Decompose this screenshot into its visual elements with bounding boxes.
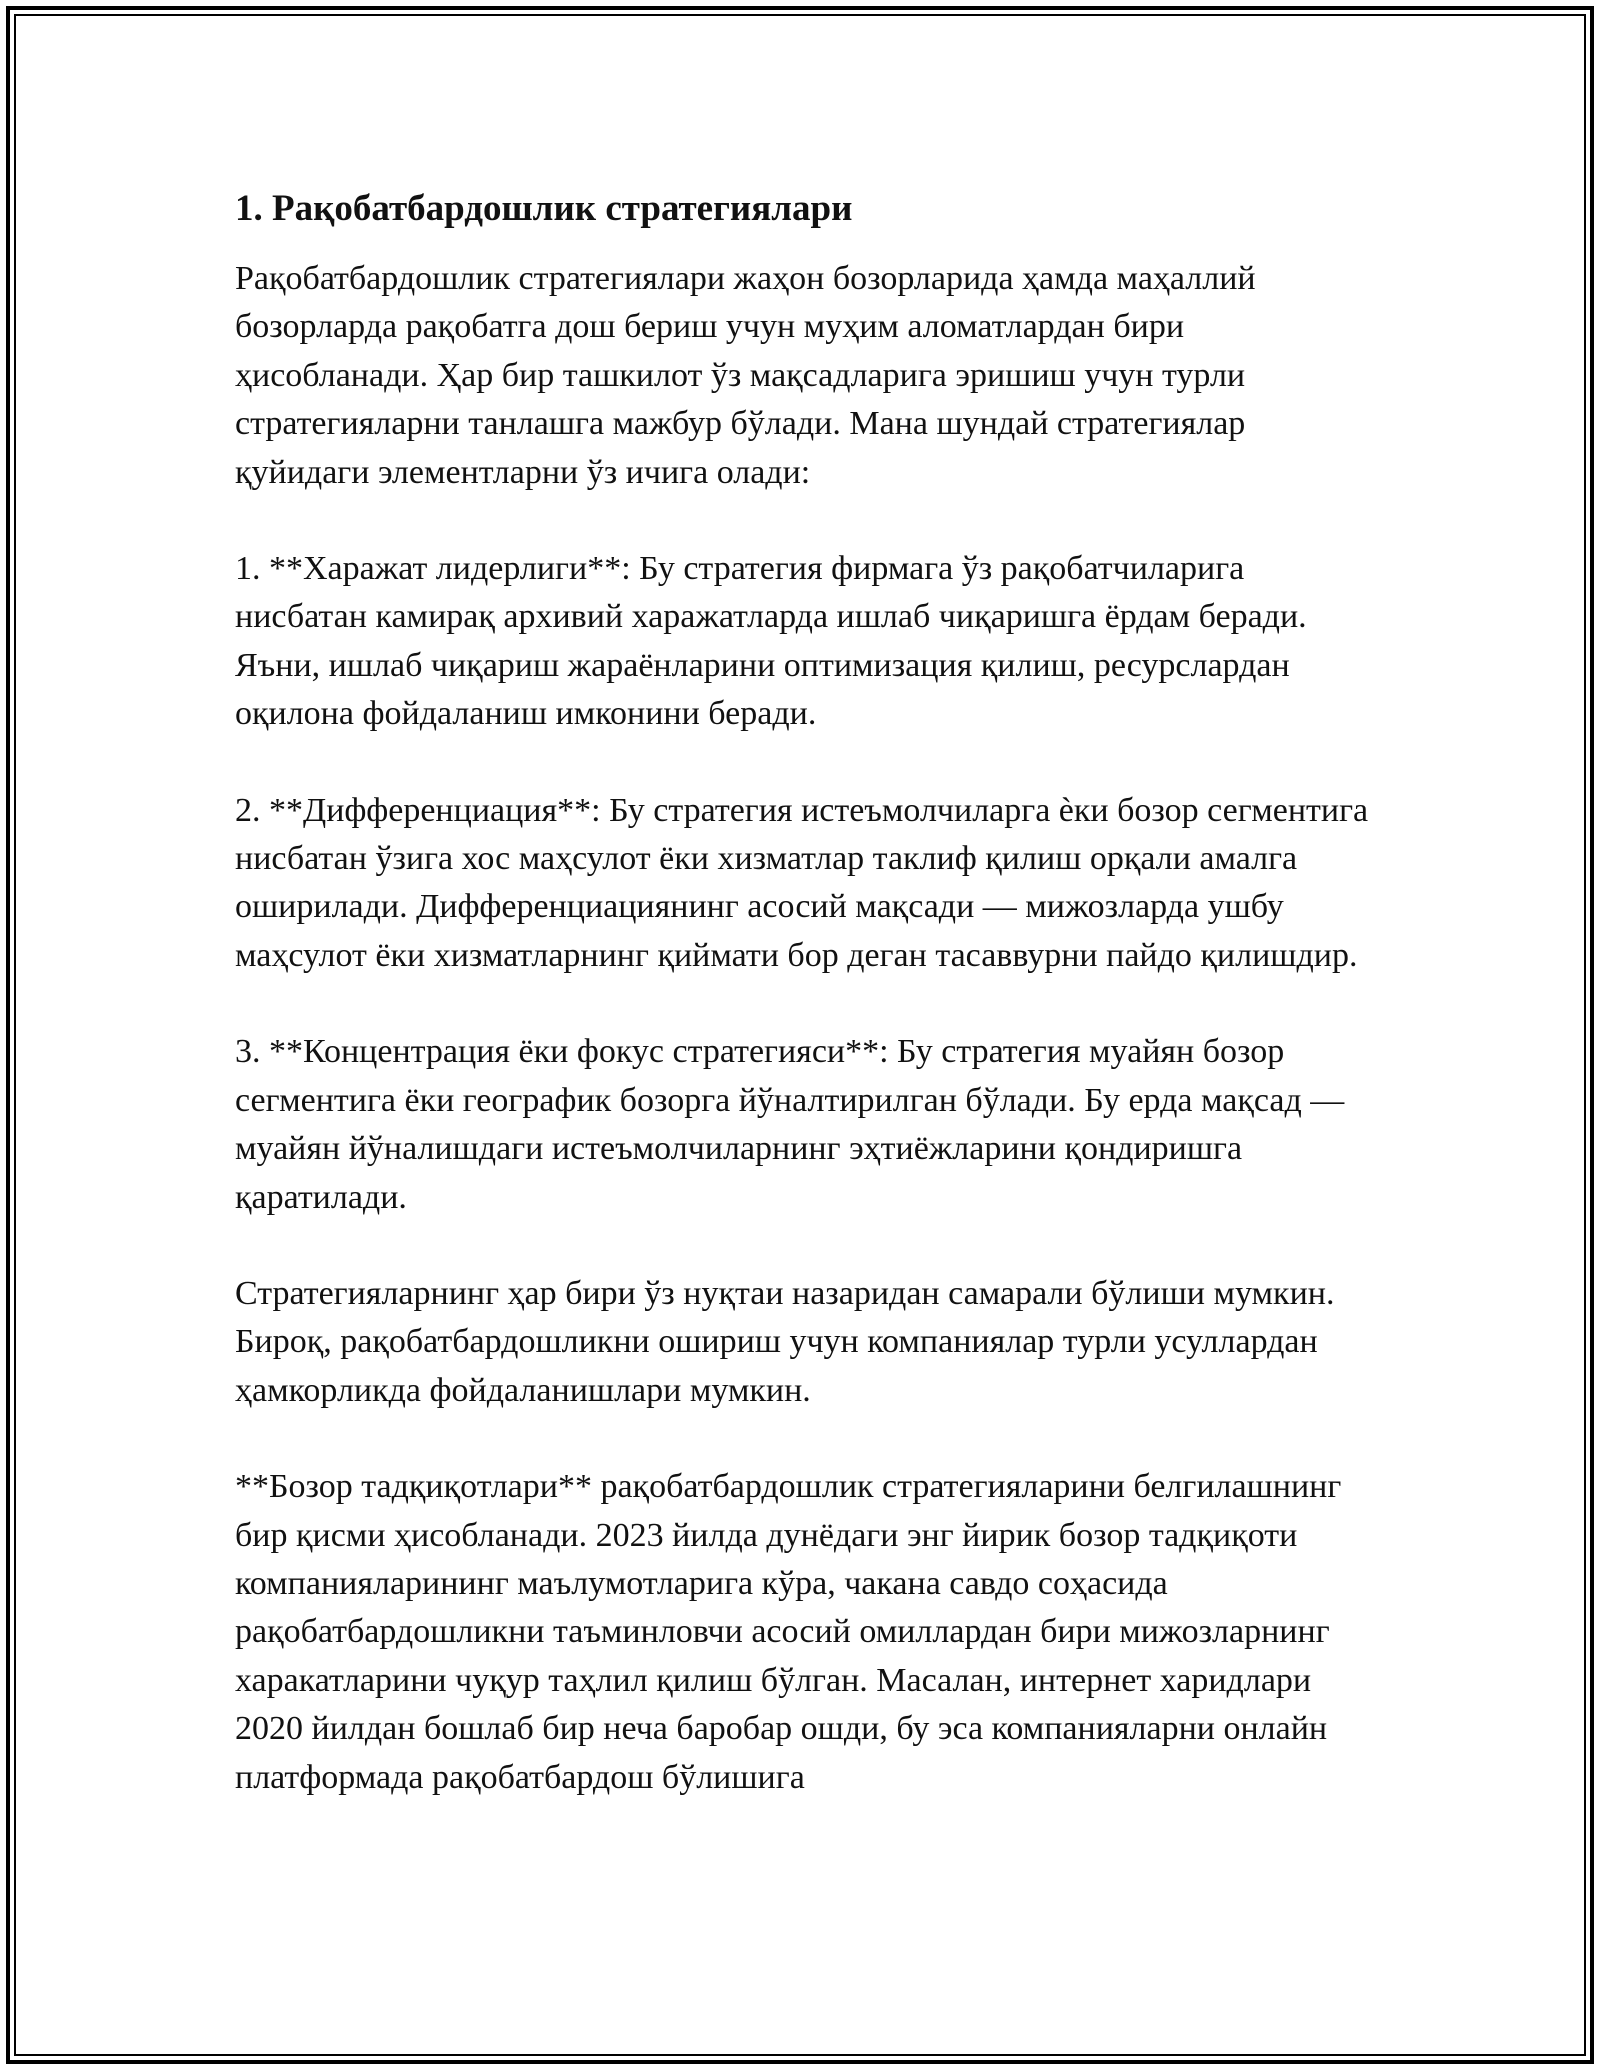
- paragraph-summary: Стратегияларнинг ҳар бири ўз нуқтаи назаридан самарали бўлиши мумкин. Бироқ, рақобатбардошликни ошириш учун компаниялар турли усуллардан ҳамкорликда фойдаланишлари мумкин.: [235, 1274, 1335, 1409]
- section-heading: 1. Рақобатбардошлик стратегиялари: [235, 188, 853, 229]
- paragraph-market-research: **Бозор тадқиқотлари** рақобатбардошлик стратегияларини белгилашнинг бир қисми ҳисобланади. 2023 йилда дунёдаги энг йирик бозор тадқиқоти компанияларининг маълумотларига кўра, чакана савдо соҳасида рақобатбардошликни таъминловчи асосий омиллардан бири мижозларнинг харакатларини чуқур таҳлил қилиш бўлган. Масалан, интернет харидлари 2020 йилдан бошлаб бир неча баробар ошди, бу эса компанияларни онлайн платформада рақобатбардош бўлишига: [235, 1468, 1342, 1796]
- paragraph-focus-strategy: 3. **Концентрация ёки фокус стратегияси**: Бу стратегия муайян бозор сегментига ёки географик бозорга йўналтирилган бўлади. Бу ерда мақсад — муайян йўналишдаги истеъмолчиларнинг эҳтиёжларини қондиришга қаратилади.: [235, 1033, 1345, 1216]
- paragraph-intro: Рақобатбардошлик стратегиялари жаҳон бозорларида ҳамда маҳаллий бозорларда рақобатга дош бериш учун муҳим аломатлардан бири ҳисобланади. Ҳар бир ташкилот ўз мақсадларига эришиш учун турли стратегияларни танлашга мажбур бўлади. Мана шундай стратегиялар қуйидаги элементларни ўз ичига олади:: [235, 260, 1256, 491]
- paragraph-differentiation: 2. **Дифференциация**: Бу стратегия истеъмолчиларга ѐки бозор сегментига нисбатан ўзига хос маҳсулот ёки хизматлар таклиф қилиш орқали амалга оширилади. Дифференциациянинг асосий мақсади — мижозларда ушбу маҳсулот ёки хизматларнинг қиймати бор деган тасаввурни пайдо қилишдир.: [235, 791, 1369, 974]
- document-body: [235, 185, 1380, 1850]
- paragraph-cost-leadership: 1. **Харажат лидерлиги**: Бу стратегия фирмага ўз рақобатчиларига нисбатан камирақ архивий харажатларда ишлаб чиқаришга ёрдам беради. Яъни, ишлаб чиқариш жараёнларини оптимизация қилиш, ресурслардан оқилона фойдаланиш имконини беради.: [235, 550, 1307, 733]
